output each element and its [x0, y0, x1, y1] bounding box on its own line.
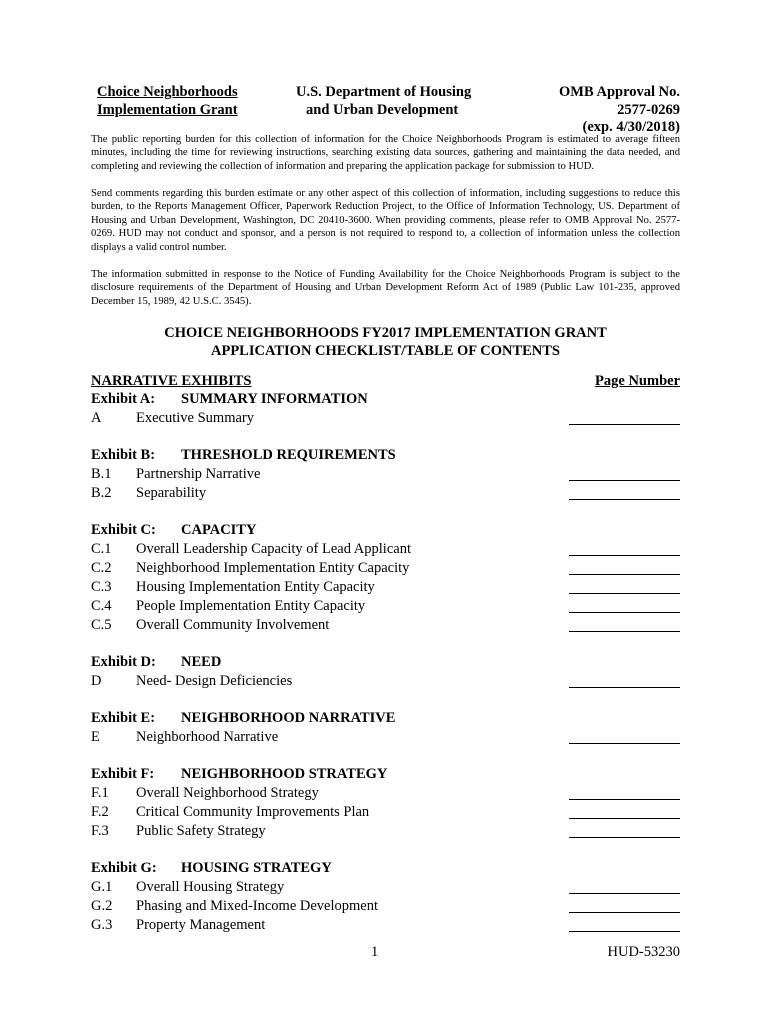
page-number-blank[interactable]: [569, 893, 680, 894]
disclosure-paragraph: The information submitted in response to the Notice of Funding Availability for the Choice Neighborhoods Program is subject to the disclosure requirements of the Department of Housing and Urban Development Reform Act of 1989 (Public Law 101-235, approved December 15, 1989, 42 U.S.C. 3545).: [91, 269, 680, 307]
item-label: Separability: [136, 485, 207, 501]
item-label: Overall Neighborhood Strategy: [136, 785, 319, 801]
item-label: Partnership Narrative: [136, 466, 261, 482]
checklist-item: [91, 578, 680, 597]
header-program-line-2: Implementation Grant: [97, 101, 238, 118]
item-label: Neighborhood Narrative: [136, 729, 279, 745]
page-number-blank[interactable]: [569, 612, 680, 613]
item-label: Property Management: [136, 917, 266, 933]
header-agency-line-1: U.S. Department of Housing: [296, 84, 472, 100]
page-number-blank[interactable]: [569, 687, 680, 688]
item-label: Phasing and Mixed-Income Development: [136, 898, 379, 914]
item-label: Public Safety Strategy: [136, 823, 266, 839]
item-label: Overall Leadership Capacity of Lead Applicant: [136, 541, 411, 557]
checklist-item: [91, 484, 680, 503]
page-number-blank[interactable]: [569, 837, 680, 838]
item-code: C.4: [91, 598, 112, 614]
exhibit-section: [91, 390, 680, 428]
comments-paragraph: Send comments regarding this burden estimate or any other aspect of this collection of information, including suggestions to reduce this burden, to the Reports Management Officer, Paperwork Reduction Project, to the Office of Information Technology, US. Department of Housing and Urban Development, Washington, DC 20410-3600. When providing comments, please refer to OMB Approval No. 2577-0269. HUD may not conduct and sponsor, and a person is not required to respond to, a collection of information unless the collection displays a valid control number.: [91, 188, 680, 253]
exhibit-heading: [91, 390, 680, 409]
footer-page-number: 1: [371, 944, 379, 960]
item-label: Overall Community Involvement: [136, 617, 330, 633]
page-number-blank[interactable]: [569, 631, 680, 632]
exhibit-label: Exhibit F:: [91, 766, 155, 782]
page-number-blank[interactable]: [569, 574, 680, 575]
exhibit-name: HOUSING STRATEGY: [181, 860, 332, 876]
item-code: C.2: [91, 560, 112, 576]
header-omb-line-2: 2577-0269: [617, 101, 680, 118]
exhibit-section: [91, 521, 680, 635]
item-label: People Implementation Entity Capacity: [136, 598, 366, 614]
item-code: D: [91, 673, 102, 689]
item-label: Overall Housing Strategy: [136, 879, 285, 895]
item-label: Executive Summary: [136, 410, 254, 426]
exhibit-name: SUMMARY INFORMATION: [181, 391, 368, 407]
item-code: A: [91, 410, 102, 426]
checklist-item: [91, 465, 680, 484]
exhibit-heading: [91, 859, 680, 878]
exhibit-name: CAPACITY: [181, 522, 257, 538]
page-number-blank[interactable]: [569, 424, 680, 425]
exhibit-name: THRESHOLD REQUIREMENTS: [181, 447, 396, 463]
exhibit-section: [91, 446, 680, 503]
checklist-item: [91, 822, 680, 841]
checklist-item: [91, 897, 680, 916]
exhibit-label: Exhibit D:: [91, 654, 156, 670]
item-code: F.1: [91, 785, 109, 801]
header-program: [97, 84, 238, 119]
checklist-item: [91, 784, 680, 803]
page-number-blank[interactable]: [569, 743, 680, 744]
checklist-item: [91, 559, 680, 578]
checklist-item: [91, 409, 680, 428]
item-code: G.2: [91, 898, 113, 914]
page-number-blank[interactable]: [569, 499, 680, 500]
exhibit-name: NEIGHBORHOOD STRATEGY: [181, 766, 388, 782]
checklist-item: [91, 597, 680, 616]
header-program-line-1: Choice Neighborhoods: [97, 84, 238, 100]
checklist-item: [91, 728, 680, 747]
exhibit-label: Exhibit E:: [91, 710, 156, 726]
page-number-blank[interactable]: [569, 912, 680, 913]
item-code: F.3: [91, 823, 109, 839]
checklist-item: [91, 878, 680, 897]
header-agency: [296, 84, 471, 119]
checklist-item: [91, 672, 680, 691]
exhibit-section: [91, 709, 680, 747]
narrative-exhibits-heading: NARRATIVE EXHIBITS: [91, 373, 252, 389]
page-title: [91, 324, 680, 360]
page-title-line-1: CHOICE NEIGHBORHOODS FY2017 IMPLEMENTATION GRANT: [164, 325, 607, 341]
exhibit-heading: [91, 765, 680, 784]
checklist-item: [91, 803, 680, 822]
exhibit-heading: [91, 709, 680, 728]
item-label: Neighborhood Implementation Entity Capacity: [136, 560, 410, 576]
page-number-blank[interactable]: [569, 593, 680, 594]
item-code: C.1: [91, 541, 112, 557]
checklist-item: [91, 916, 680, 935]
burden-paragraph: The public reporting burden for this collection of information for the Choice Neighborhoods Program is estimated to average fifteen minutes, including the time for reviewing instructions, searching existing data sources, gathering and maintaining the data needed, and completing and reviewing the collection of information and preparing the application package for submission to HUD.: [91, 134, 680, 172]
exhibit-heading: [91, 653, 680, 672]
narrative-header-row: [91, 373, 680, 390]
exhibit-section: [91, 859, 680, 935]
exhibit-section: [91, 653, 680, 691]
exhibit-heading: [91, 521, 680, 540]
item-label: Need- Design Deficiencies: [136, 673, 293, 689]
item-code: B.2: [91, 485, 112, 501]
item-code: G.1: [91, 879, 113, 895]
item-label: Housing Implementation Entity Capacity: [136, 579, 375, 595]
item-code: E: [91, 729, 100, 745]
exhibit-label: Exhibit G:: [91, 860, 157, 876]
page-number-blank[interactable]: [569, 480, 680, 481]
header-omb: [500, 84, 680, 137]
item-code: F.2: [91, 804, 109, 820]
page-number-blank[interactable]: [569, 555, 680, 556]
item-code: G.3: [91, 917, 113, 933]
checklist-item: [91, 616, 680, 635]
checklist-item: [91, 540, 680, 559]
page-title-line-2: APPLICATION CHECKLIST/TABLE OF CONTENTS: [210, 343, 560, 359]
page-number-blank[interactable]: [569, 818, 680, 819]
page-number-blank[interactable]: [569, 931, 680, 932]
exhibit-label: Exhibit C:: [91, 522, 156, 538]
item-label: Critical Community Improvements Plan: [136, 804, 370, 820]
exhibit-label: Exhibit B:: [91, 447, 156, 463]
item-code: C.5: [91, 617, 112, 633]
page-number-blank[interactable]: [569, 799, 680, 800]
header-omb-line-3: (exp. 4/30/2018): [582, 119, 680, 135]
exhibit-section: [91, 765, 680, 841]
exhibit-list: [91, 390, 680, 953]
exhibit-name: NEIGHBORHOOD NARRATIVE: [181, 710, 396, 726]
exhibit-label: Exhibit A:: [91, 391, 156, 407]
exhibit-name: NEED: [181, 654, 222, 670]
item-code: B.1: [91, 466, 112, 482]
item-code: C.3: [91, 579, 112, 595]
header-omb-line-1: OMB Approval No.: [559, 84, 680, 100]
footer-form-number: HUD-53230: [607, 944, 680, 960]
exhibit-heading: [91, 446, 680, 465]
header-agency-line-2: and Urban Development: [306, 101, 459, 118]
page-number-heading: Page Number: [595, 373, 680, 389]
